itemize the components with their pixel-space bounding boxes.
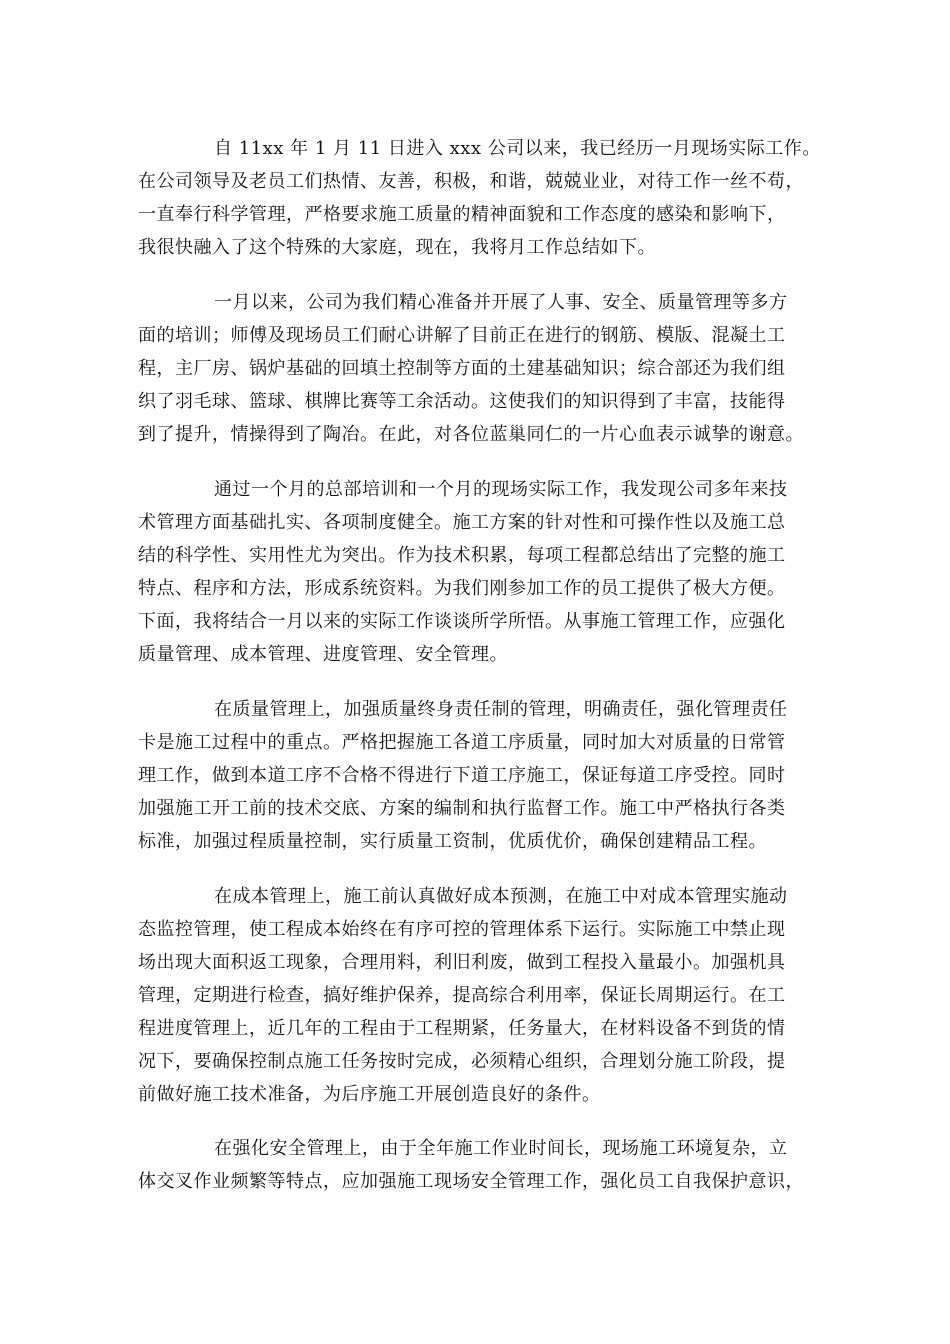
paragraph-2-line-3: 程，主厂房、锅炉基础的回填土控制等方面的土建基础知识；综合部还为我们组: [138, 358, 786, 379]
paragraph-4-line-2: 卡是施工过程中的重点。严格把握施工各道工序质量，同时加大对质量的日常管: [138, 732, 786, 753]
paragraph-3-line-2: 术管理方面基础扎实、各项制度健全。施工方案的针对性和可操作性以及施工总: [138, 512, 786, 533]
paragraph-2-line-5: 到了提升，情操得到了陶冶。在此，对各位蓝巢同仁的一片心血表示诚挚的谢意。: [138, 424, 804, 445]
paragraph-5-line-2: 态监控管理，使工程成本始终在有序可控的管理体系下运行。实际施工中禁止现: [138, 919, 786, 940]
paragraph-5-line-4: 管理，定期进行检查，搞好维护保养，提高综合利用率，保证长周期运行。在工: [138, 985, 786, 1006]
paragraph-3-line-4: 特点、程序和方法，形成系统资料。为我们刚参加工作的员工提供了极大方便。: [138, 578, 786, 599]
paragraph-1-line-1: 自 11xx 年 1 月 11 日进入 xxx 公司以来，我已经历一月现场实际工作。: [214, 138, 821, 159]
paragraph-3-line-1: 通过一个月的总部培训和一个月的现场实际工作，我发现公司多年来技: [214, 479, 788, 500]
paragraph-1-line-2: 在公司领导及老员工们热情、友善，积极，和谐，兢兢业业，对待工作一丝不苟，: [138, 171, 804, 192]
paragraph-3-line-5: 下面，我将结合一月以来的实际工作谈谈所学所悟。从事施工管理工作，应强化: [138, 611, 786, 632]
paragraph-5-line-1: 在成本管理上，施工前认真做好成本预测，在施工中对成本管理实施动: [214, 886, 788, 907]
paragraph-5-line-5: 程进度管理上，近几年的工程由于工程期紧，任务量大，在材料设备不到货的情: [138, 1018, 786, 1039]
paragraph-4-line-3: 理工作，做到本道工序不合格不得进行下道工序施工，保证每道工序受控。同时: [138, 765, 786, 786]
paragraph-3-line-3: 结的科学性、实用性尤为突出。作为技术积累，每项工程都总结出了完整的施工: [138, 545, 786, 566]
paragraph-2-line-2: 面的培训；师傅及现场员工们耐心讲解了目前正在进行的钢筋、模版、混凝土工: [138, 325, 786, 346]
paragraph-5-line-3: 场出现大面积返工现象，合理用料，利旧利废，做到工程投入量最小。加强机具: [138, 952, 786, 973]
paragraph-5-line-7: 前做好施工技术准备，为后序施工开展创造良好的条件。: [138, 1084, 601, 1105]
paragraph-4-line-5: 标准，加强过程质量控制，实行质量工资制，优质优价，确保创建精品工程。: [138, 831, 767, 852]
paragraph-4-line-4: 加强施工开工前的技术交底、方案的编制和执行监督工作。施工中严格执行各类: [138, 798, 786, 819]
paragraph-6-line-1: 在强化安全管理上，由于全年施工作业时间长，现场施工环境复杂，立: [214, 1138, 788, 1159]
paragraph-1-line-4: 我很快融入了这个特殊的大家庭，现在，我将月工作总结如下。: [138, 237, 656, 258]
paragraph-6-line-2: 体交叉作业频繁等特点，应加强施工现场安全管理工作，强化员工自我保护意识，: [138, 1171, 804, 1192]
paragraph-2-line-4: 织了羽毛球、篮球、棋牌比赛等工余活动。这使我们的知识得到了丰富，技能得: [138, 391, 786, 412]
paragraph-3-line-6: 质量管理、成本管理、进度管理、安全管理。: [138, 644, 508, 665]
paragraph-5-line-6: 况下，要确保控制点施工任务按时完成，必须精心组织，合理划分施工阶段，提: [138, 1051, 786, 1072]
paragraph-2-line-1: 一月以来，公司为我们精心准备并开展了人事、安全、质量管理等多方: [214, 292, 788, 313]
paragraph-4-line-1: 在质量管理上，加强质量终身责任制的管理，明确责任，强化管理责任: [214, 699, 788, 720]
paragraph-1-line-3: 一直奉行科学管理，严格要求施工质量的精神面貌和工作态度的感染和影响下，: [138, 204, 786, 225]
